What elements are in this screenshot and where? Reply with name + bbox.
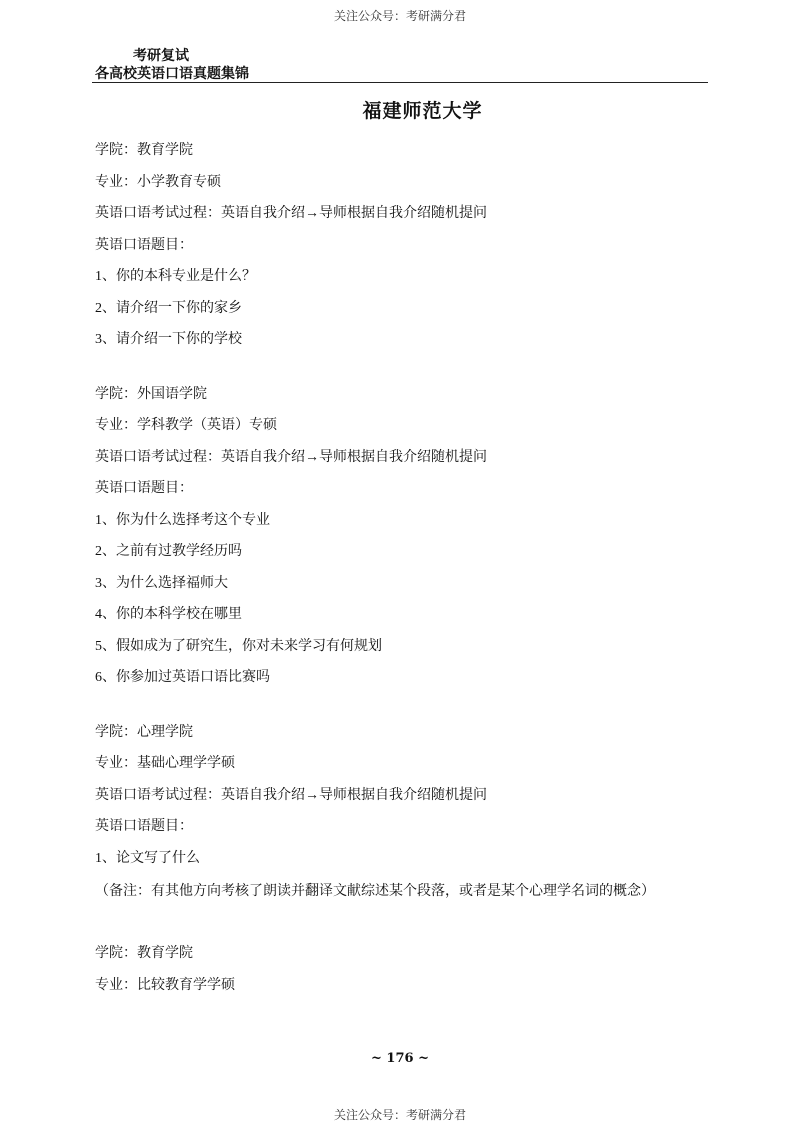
question-item: 1、你为什么选择考这个专业 xyxy=(95,512,270,528)
section-psychology xyxy=(95,721,720,907)
college-line: 学院：心理学院 xyxy=(95,724,193,740)
section-education-primary xyxy=(95,139,720,360)
questions-label: 英语口语题目： xyxy=(95,819,193,834)
running-header-line2: 各高校英语口语真题集锦 xyxy=(95,67,249,82)
page-title: 福建师范大学 xyxy=(362,101,483,122)
question-item: 4、你的本科学校在哪里 xyxy=(95,607,242,622)
major-line: 专业：学科教学（英语）专硕 xyxy=(95,418,277,433)
question-item: 6、你参加过英语口语比赛吗 xyxy=(95,670,270,685)
watermark-top: 关注公众号：考研满分君 xyxy=(333,9,466,23)
section-education-comparative xyxy=(95,942,720,1005)
process-line: 英语口语考试过程：英语自我介绍→导师根据自我介绍随机提问 xyxy=(95,206,487,221)
college-line: 学院：外国语学院 xyxy=(95,386,207,402)
college-line: 学院：教育学院 xyxy=(95,143,193,158)
page-number: ~ 176 ~ xyxy=(371,1051,429,1066)
process-line: 英语口语考试过程：英语自我介绍→导师根据自我介绍随机提问 xyxy=(95,787,487,803)
question-item: 1、论文写了什么 xyxy=(95,850,200,866)
section-foreign-languages xyxy=(95,383,720,698)
questions-label: 英语口语题目： xyxy=(95,237,193,253)
college-line: 学院：教育学院 xyxy=(95,946,193,961)
question-item: 5、假如成为了研究生，你对未来学习有何规划 xyxy=(95,638,382,654)
major-line: 专业：小学教育专硕 xyxy=(95,174,221,190)
question-item: 2、之前有过教学经历吗 xyxy=(95,544,242,559)
questions-label: 英语口语题目： xyxy=(95,481,193,496)
remark-note: （备注：有其他方向考核了朗读并翻译文献综述某个段落，或者是某个心理学名词的概念） xyxy=(95,884,655,899)
question-item: 3、请介绍一下你的学校 xyxy=(95,332,242,347)
major-line: 专业：基础心理学学硕 xyxy=(95,756,235,771)
process-line: 英语口语考试过程：英语自我介绍→导师根据自我介绍随机提问 xyxy=(95,449,487,465)
running-header-line1: 考研复试 xyxy=(133,49,189,64)
question-item: 2、请介绍一下你的家乡 xyxy=(95,300,242,316)
watermark-bottom: 关注公众号：考研满分君 xyxy=(333,1108,466,1122)
major-line: 专业：比较教育学学硕 xyxy=(95,977,235,993)
header-rule xyxy=(92,82,708,83)
question-item: 1、你的本科专业是什么？ xyxy=(95,269,256,284)
document-body xyxy=(95,139,720,1005)
question-item: 3、为什么选择福师大 xyxy=(95,575,228,591)
